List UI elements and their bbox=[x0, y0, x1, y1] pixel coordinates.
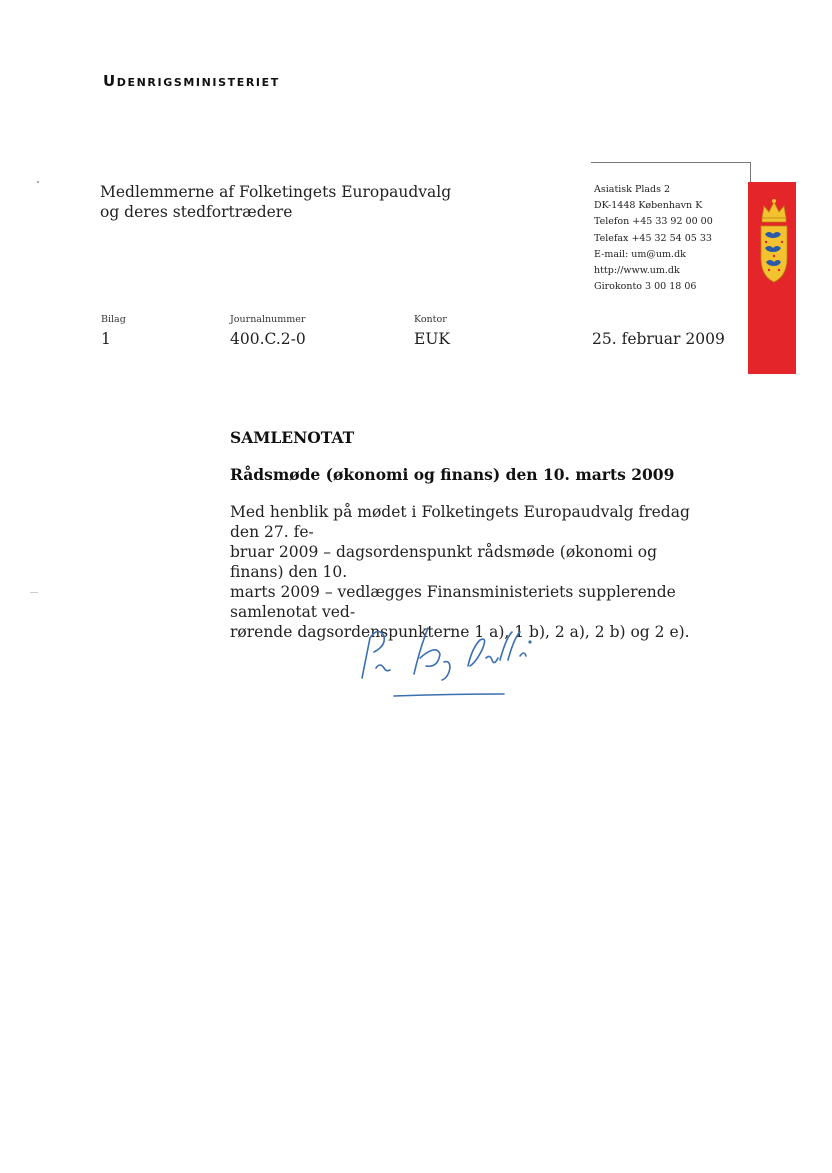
sender-address-2: DK-1448 København K bbox=[594, 200, 703, 212]
sender-divider-tick bbox=[750, 162, 751, 184]
recipient-block bbox=[100, 182, 451, 222]
body-line-3: marts 2009 – vedlægges Finansministeriets supplerende samlenotat ved- bbox=[230, 583, 676, 621]
body-line-2: bruar 2009 – dagsordenspunkt rådsmøde (økonomi og finans) den 10. bbox=[230, 543, 658, 581]
sender-divider bbox=[591, 162, 751, 163]
ministry-name: Udenrigsministeriet bbox=[103, 72, 280, 90]
sender-giro: Girokonto 3 00 18 06 bbox=[594, 281, 697, 293]
bilag-value: 1 bbox=[101, 330, 111, 348]
document-date: 25. februar 2009 bbox=[592, 330, 725, 348]
journal-value: 400.C.2-0 bbox=[230, 330, 306, 348]
document-subtitle: Rådsmøde (økonomi og finans) den 10. marts 2009 bbox=[230, 465, 675, 484]
sender-address-1: Asiatisk Plads 2 bbox=[594, 184, 671, 195]
sender-block bbox=[594, 182, 713, 295]
scan-speck bbox=[37, 181, 39, 183]
royal-crest-icon bbox=[756, 196, 792, 288]
recipient-line-1: Medlemmerne af Folketingets Europaudvalg bbox=[100, 183, 452, 201]
sender-fax: Telefax +45 32 54 05 33 bbox=[594, 232, 712, 244]
sender-web: http://www.um.dk bbox=[594, 265, 680, 277]
journal-label: Journalnummer bbox=[230, 314, 306, 325]
document-title: SAMLENOTAT bbox=[230, 428, 355, 447]
body-line-4: rørende dagsordenspunkterne 1 a), 1 b), 2 a), 2 b) og 2 e). bbox=[230, 623, 690, 641]
kontor-value: EUK bbox=[414, 330, 450, 348]
bilag-label: Bilag bbox=[101, 314, 126, 325]
kontor-label: Kontor bbox=[414, 314, 447, 325]
sender-email: E-mail: um@um.dk bbox=[594, 248, 686, 260]
body-line-1: Med henblik på mødet i Folketingets Europaudvalg fredag den 27. fe- bbox=[230, 503, 690, 541]
sender-phone: Telefon +45 33 92 00 00 bbox=[594, 216, 713, 228]
handwritten-signature bbox=[340, 618, 560, 708]
recipient-line-2: og deres stedfortrædere bbox=[100, 203, 293, 221]
scan-speck bbox=[30, 592, 38, 593]
